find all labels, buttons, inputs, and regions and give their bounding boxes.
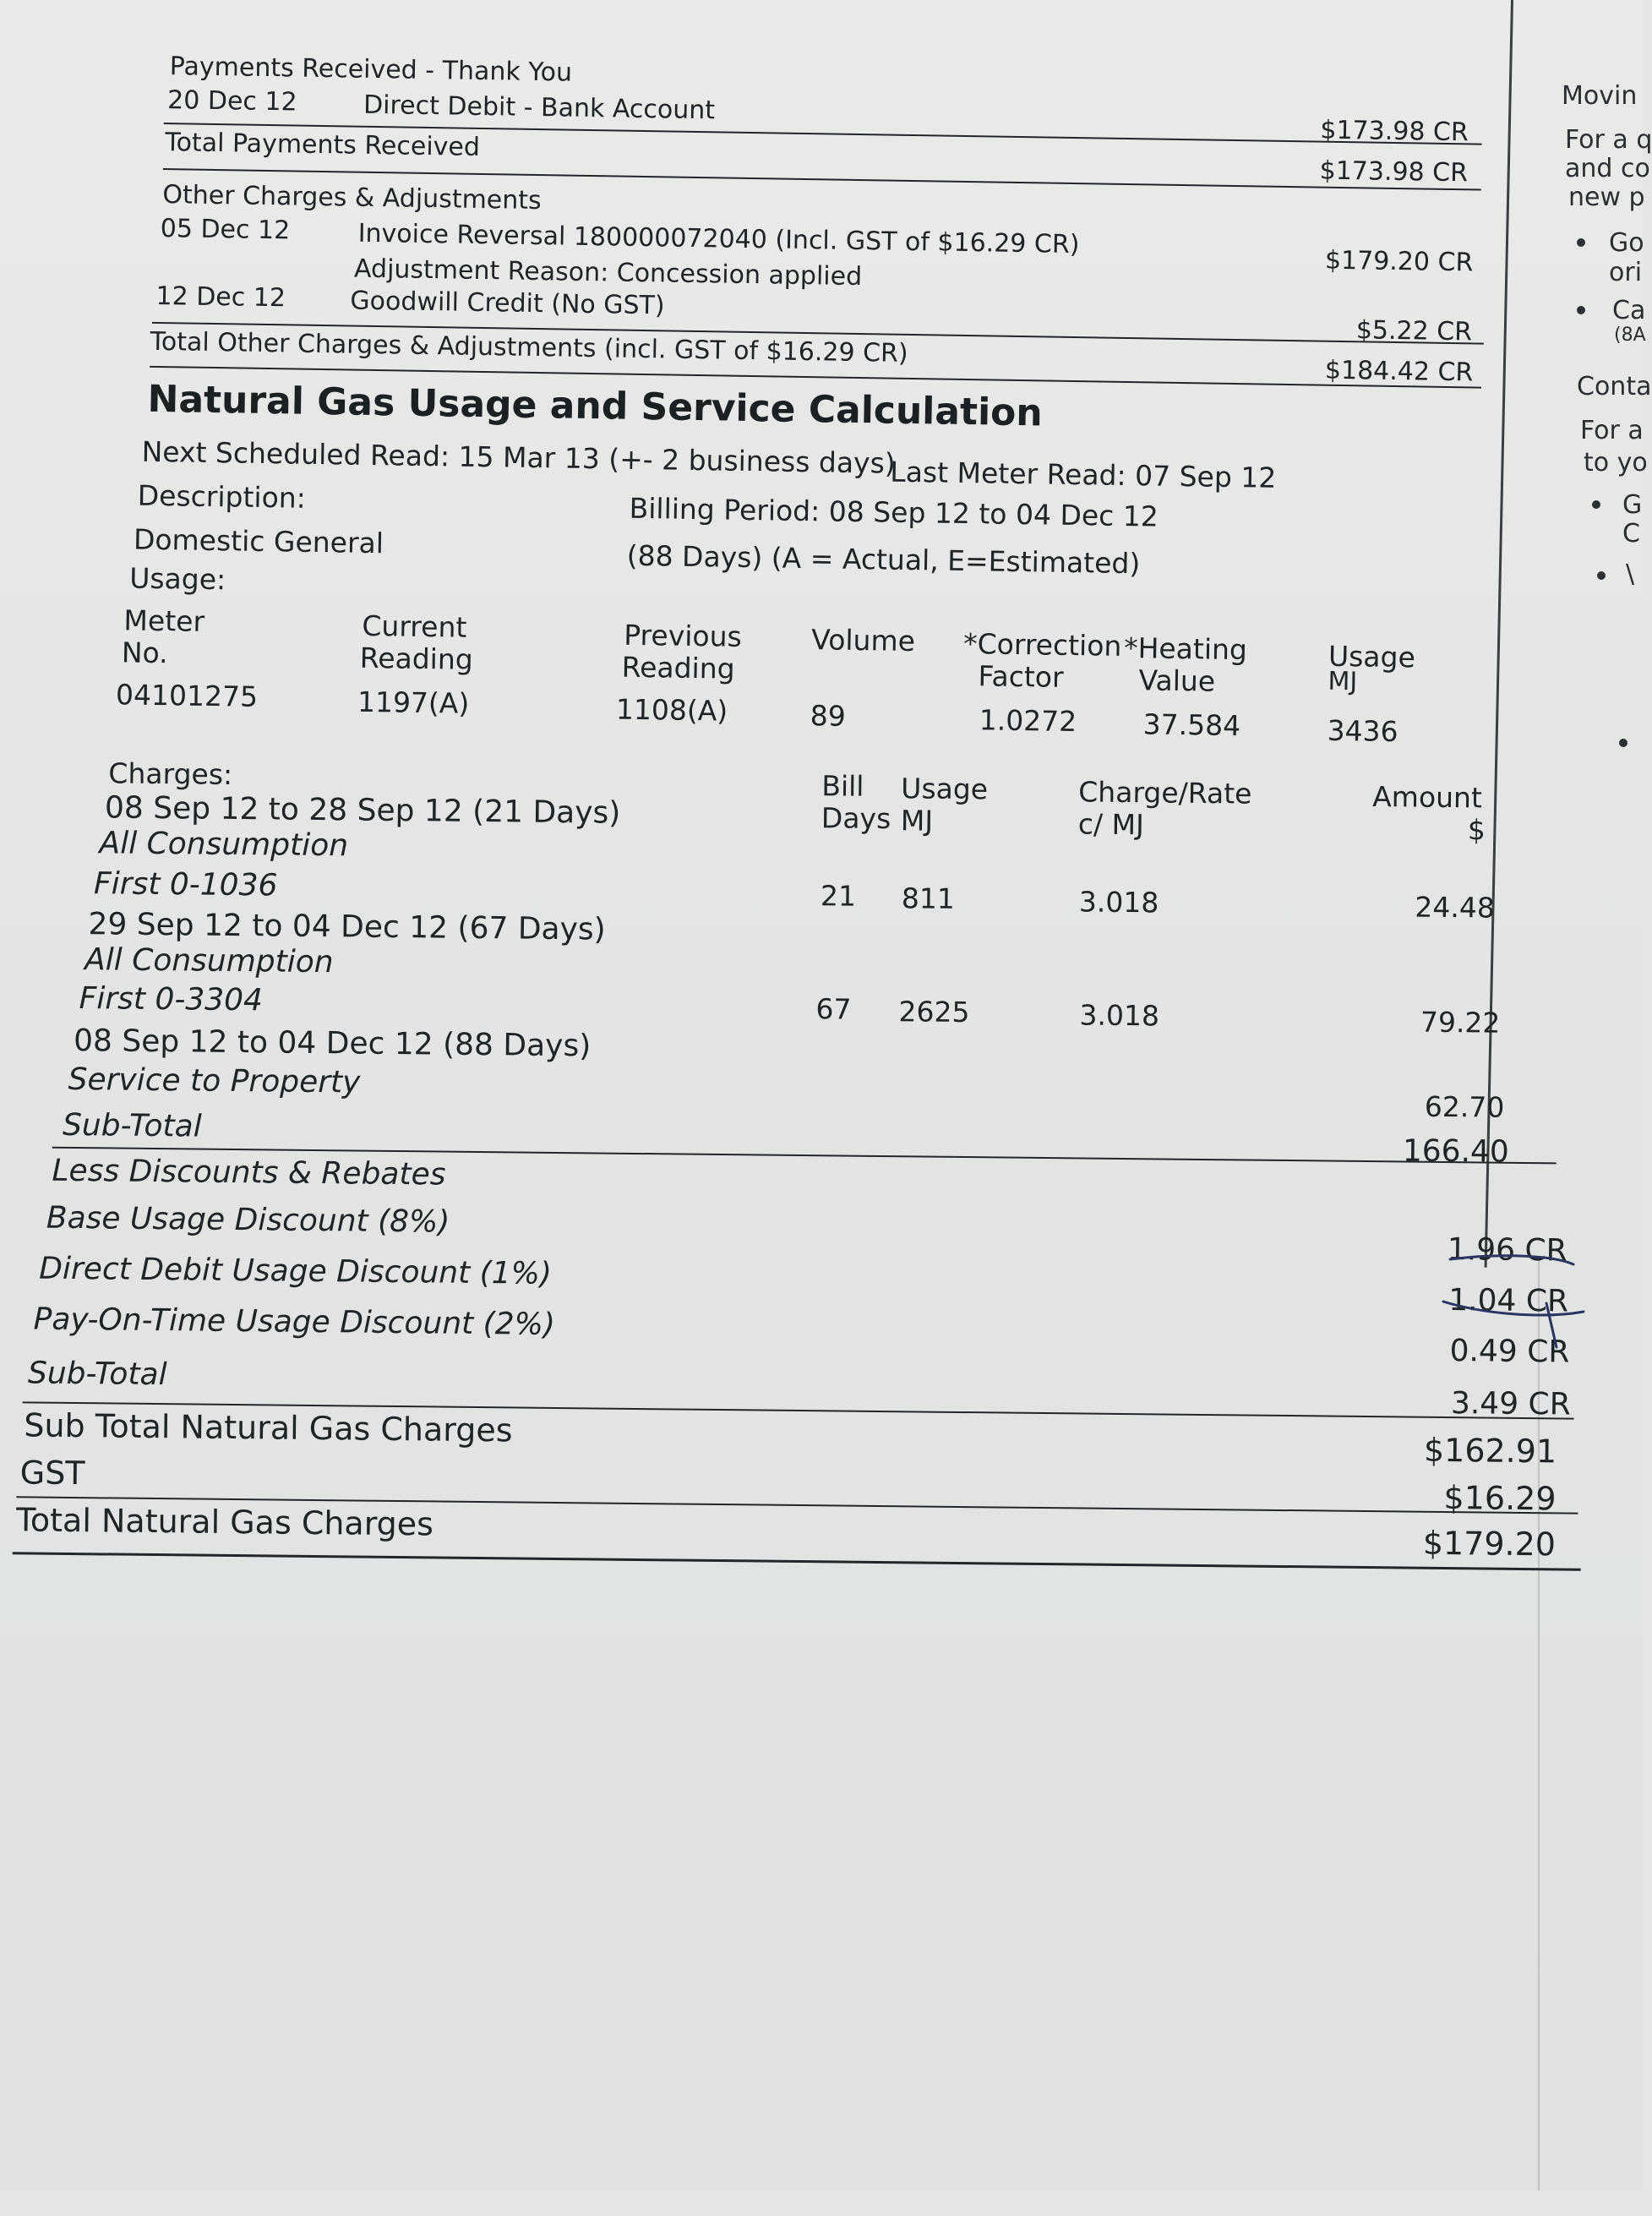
side-line: Conta	[1577, 372, 1652, 401]
subtotal-gas-label: Sub Total Natural Gas Charges	[24, 1406, 513, 1449]
header-usage: Usage	[1328, 639, 1416, 674]
charge-period: 08 Sep 12 to 28 Sep 12 (21 Days)	[104, 790, 621, 831]
charge-amount: 24.48	[1415, 890, 1496, 925]
adjustment-date: 12 Dec 12	[155, 281, 286, 314]
header-amount: $	[1467, 813, 1486, 847]
current-reading: 1197(A)	[357, 685, 470, 720]
header-usage-mj: Usage	[901, 772, 989, 806]
header-current: Reading	[359, 641, 474, 676]
subtotal-gas-amount: $162.91	[1423, 1431, 1557, 1471]
header-amount: Amount	[1372, 780, 1483, 815]
discount-label: Base Usage Discount (8%)	[46, 1200, 450, 1240]
side-line: G	[1622, 490, 1643, 520]
service-label: Service to Property	[68, 1062, 361, 1100]
header-current: Current	[362, 609, 467, 644]
side-line: Go	[1609, 228, 1644, 258]
discount-amount: 1.96 CR	[1447, 1232, 1567, 1269]
discounts-heading: Less Discounts & Rebates	[52, 1153, 446, 1193]
header-charge-rate: Charge/Rate	[1078, 775, 1252, 811]
discount-amount: 1.04 CR	[1448, 1283, 1569, 1319]
total-adjustments-label: Total Other Charges & Adjustments (incl. GST of $16.29 CR)	[150, 326, 908, 368]
side-line: and co	[1565, 154, 1650, 183]
payment-description: Direct Debit - Bank Account	[363, 90, 716, 126]
charge-rate: 3.018	[1078, 885, 1159, 920]
gst-label: GST	[19, 1454, 85, 1493]
header-meter: No.	[121, 636, 168, 670]
bill-days: 21	[820, 879, 857, 913]
next-scheduled-read: Next Scheduled Read: 15 Mar 13 (+- 2 business days)	[141, 434, 897, 480]
billing-days-note: (88 Days) (A = Actual, E=Estimated)	[626, 538, 1141, 581]
volume: 89	[810, 699, 847, 733]
side-line: Movin	[1562, 81, 1638, 111]
discount-label: Pay-On-Time Usage Discount (2%)	[33, 1302, 556, 1342]
total-payments-amount: $173.98 CR	[1319, 156, 1469, 188]
payments-heading: Payments Received - Thank You	[169, 52, 573, 88]
total-payments-label: Total Payments Received	[165, 128, 481, 162]
meter-number: 04101275	[115, 678, 259, 713]
adjustment-amount: $5.22 CR	[1355, 315, 1473, 347]
last-meter-read: Last Meter Read: 07 Sep 12	[890, 455, 1277, 494]
total-gas-label: Total Natural Gas Charges	[15, 1501, 434, 1543]
other-charges-heading: Other Charges & Adjustments	[162, 180, 542, 216]
description-value: Domestic General	[133, 522, 384, 560]
side-line: For a q	[1565, 125, 1652, 155]
header-bill-days: Days	[821, 801, 891, 836]
header-usage: MJ	[1328, 666, 1358, 697]
heating-value: 37.584	[1142, 707, 1241, 743]
header-heating: Value	[1138, 663, 1216, 698]
side-line: \	[1626, 559, 1635, 589]
header-meter: Meter	[123, 603, 205, 638]
bill-days: 67	[815, 992, 852, 1026]
gst-amount: $16.29	[1443, 1478, 1557, 1518]
usage-value: 811	[901, 881, 956, 915]
subtotal-amount: 166.40	[1402, 1133, 1510, 1170]
header-previous: Reading	[621, 650, 735, 685]
header-correction: *Correction	[962, 627, 1122, 663]
side-line: C	[1622, 519, 1640, 549]
side-line: Ca	[1612, 296, 1646, 325]
adjustment-description: Invoice Reversal 180000072040 (Incl. GST of $16.29 CR)	[357, 218, 1080, 260]
usage-value: 2625	[898, 995, 970, 1029]
adjustment-amount: $179.20 CR	[1324, 245, 1474, 278]
header-volume: Volume	[810, 623, 916, 658]
tier-label: First 0-1036	[93, 866, 278, 903]
adjustment-date: 05 Dec 12	[160, 214, 291, 246]
header-usage-mj: MJ	[900, 804, 934, 838]
previous-reading: 1108(A)	[615, 692, 728, 728]
adjustment-reason: Adjustment Reason: Concession applied	[353, 254, 863, 292]
side-line: ori	[1609, 258, 1643, 287]
charge-rate: 3.018	[1079, 998, 1160, 1033]
side-line: to yo	[1584, 448, 1648, 478]
usage-label: Usage:	[128, 561, 226, 597]
subtotal-amount: 3.49 CR	[1450, 1386, 1571, 1422]
discount-amount: 0.49 CR	[1449, 1334, 1570, 1370]
usage-mj: 3436	[1327, 713, 1398, 749]
header-correction: Factor	[978, 659, 1064, 694]
charge-period: 29 Sep 12 to 04 Dec 12 (67 Days)	[88, 907, 606, 947]
header-charge-rate: c/ MJ	[1077, 807, 1145, 842]
adjustment-description: Goodwill Credit (No GST)	[350, 286, 665, 321]
payment-amount: $173.98 CR	[1320, 115, 1469, 148]
side-line: For a	[1580, 416, 1644, 445]
header-previous: Previous	[623, 618, 743, 653]
tier-label: First 0-3304	[79, 981, 264, 1018]
total-gas-amount: $179.20	[1422, 1524, 1557, 1564]
section-title: Natural Gas Usage and Service Calculation	[147, 377, 1044, 435]
header-bill-days: Bill	[821, 769, 864, 803]
subtotal-label: Sub-Total	[62, 1107, 202, 1144]
billing-period: Billing Period: 08 Sep 12 to 04 Dec 12	[629, 491, 1159, 533]
charge-period: 08 Sep 12 to 04 Dec 12 (88 Days)	[73, 1023, 592, 1064]
discount-label: Direct Debit Usage Discount (1%)	[39, 1251, 553, 1291]
total-adjustments-amount: $184.42 CR	[1324, 355, 1474, 388]
consumption-label: All Consumption	[84, 942, 334, 980]
correction-factor: 1.0272	[979, 703, 1077, 739]
payment-date: 20 Dec 12	[166, 85, 297, 117]
header-heating: *Heating	[1123, 630, 1248, 667]
charge-amount: 79.22	[1420, 1005, 1501, 1040]
consumption-label: All Consumption	[99, 826, 349, 864]
charges-label: Charges:	[108, 756, 233, 791]
description-label: Description:	[137, 478, 307, 515]
side-line: new p	[1568, 183, 1645, 212]
service-amount: 62.70	[1424, 1089, 1505, 1124]
subtotal-label: Sub-Total	[27, 1356, 167, 1393]
side-line: (8A	[1614, 325, 1646, 346]
